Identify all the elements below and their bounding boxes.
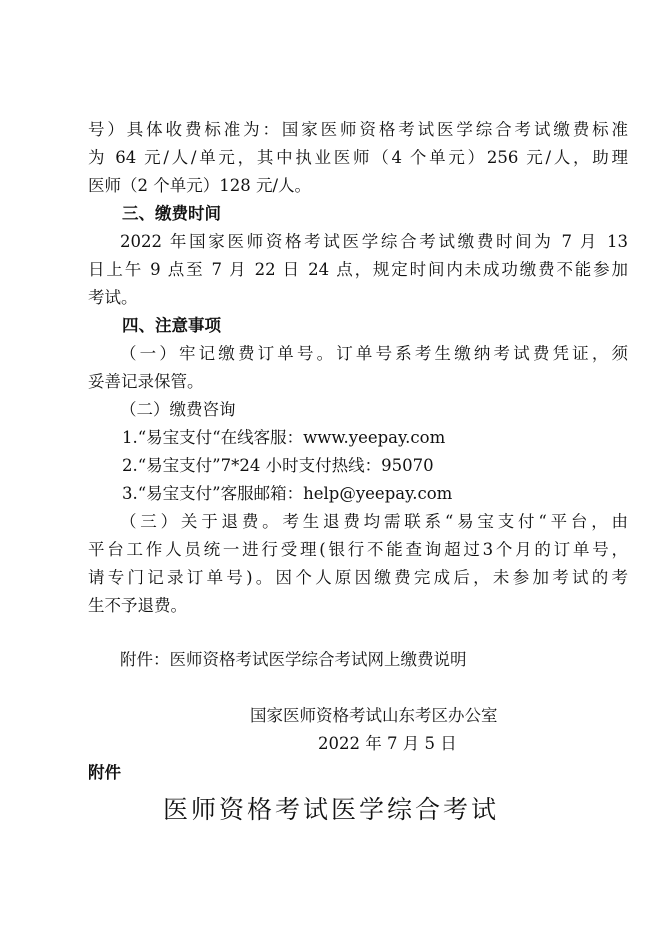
subheading-consult: （二）缴费咨询 xyxy=(120,400,236,419)
attachment-label: 附件 xyxy=(88,763,121,782)
signature-date: 2022 年 7 月 5 日 xyxy=(318,734,457,753)
paragraph-line: 号）具体收费标准为：国家医师资格考试医学综合考试缴费标准 xyxy=(88,120,628,139)
section-heading-payment-time: 三、缴费时间 xyxy=(122,204,221,223)
contact-hotline: 2.“易宝支付”7*24 小时支付热线：95070 xyxy=(122,456,434,475)
section-heading-notes: 四、注意事项 xyxy=(122,316,221,335)
paragraph-line: 生不予退费。 xyxy=(88,596,187,615)
paragraph-line: 为 64 元/人/单元，其中执业医师（4 个单元）256 元/人，助理 xyxy=(88,148,628,167)
attachment-title: 医师资格考试医学综合考试 xyxy=(162,795,499,824)
paragraph-line: 请专门记录订单号)。因个人原因缴费完成后，未参加考试的考 xyxy=(88,568,628,587)
paragraph-line: 2022 年国家医师资格考试医学综合考试缴费时间为 7 月 13 xyxy=(120,232,628,251)
contact-online-service: 1.“易宝支付“在线客服：www.yeepay.com xyxy=(122,428,446,447)
paragraph-line: 考试。 xyxy=(88,288,138,307)
paragraph-line: （三）关于退费。考生退费均需联系“易宝支付“平台，由 xyxy=(120,512,628,531)
paragraph-line: 平台工作人员统一进行受理(银行不能查询超过3个月的订单号， xyxy=(88,540,628,559)
contact-email: 3.“易宝支付”客服邮箱：help@yeepay.com xyxy=(122,484,453,503)
paragraph-line: 医师（2 个单元）128 元/人。 xyxy=(88,176,312,195)
attachment-note: 附件：医师资格考试医学综合考试网上缴费说明 xyxy=(120,650,467,669)
paragraph-line: 妥善记录保管。 xyxy=(88,372,204,391)
paragraph-line: （一）牢记缴费订单号。订单号系考生缴纳考试费凭证，须 xyxy=(120,344,628,363)
paragraph-line: 日上午 9 点至 7 月 22 日 24 点，规定时间内未成功缴费不能参加 xyxy=(88,260,628,279)
signature-org: 国家医师资格考试山东考区办公室 xyxy=(250,706,498,725)
